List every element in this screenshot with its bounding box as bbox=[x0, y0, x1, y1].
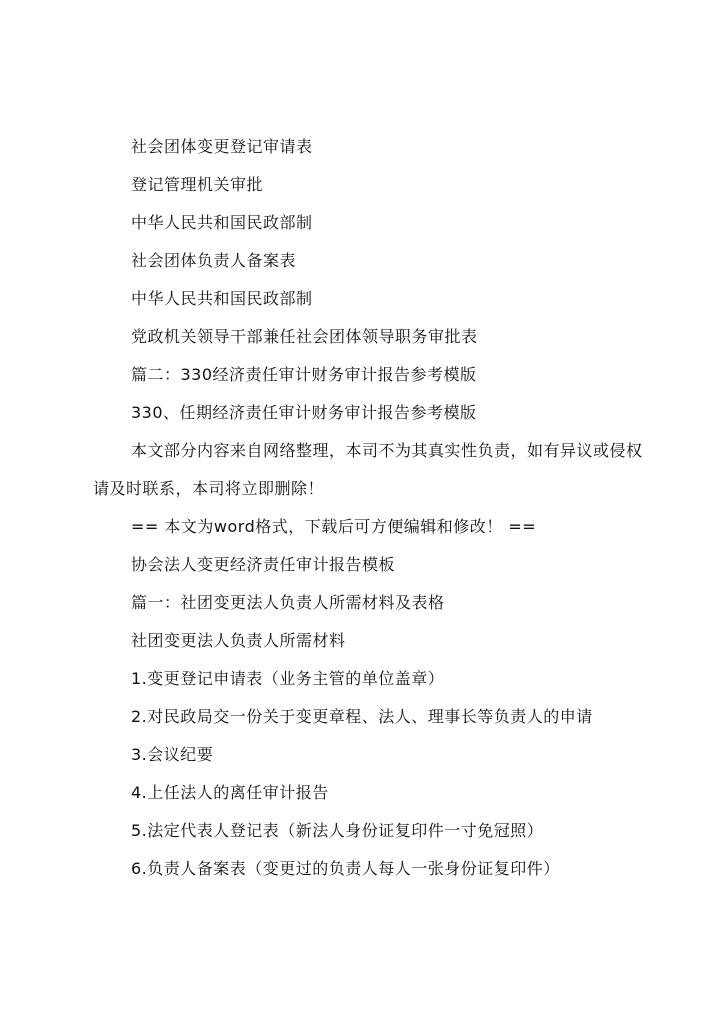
text-line: 社团变更法人负责人所需材料 bbox=[131, 631, 346, 650]
list-item: 6.负责人备案表（变更过的负责人每人一张身份证复印件） bbox=[131, 859, 560, 878]
list-item: 3.会议纪要 bbox=[131, 745, 214, 764]
document-body bbox=[93, 128, 653, 888]
list-item: 2.对民政局交一份关于变更章程、法人、理事长等负责人的申请 bbox=[131, 707, 593, 726]
list-item: 4.上任法人的离任审计报告 bbox=[131, 783, 329, 802]
format-notice: == 本文为word格式，下载后可方便编辑和修改！ == bbox=[131, 517, 537, 536]
text-line: 协会法人变更经济责任审计报告模板 bbox=[131, 555, 396, 574]
text-line: 中华人民共和国民政部制 bbox=[131, 289, 313, 308]
list-item: 1.变更登记申请表（业务主管的单位盖章） bbox=[131, 669, 445, 688]
text-line: 中华人民共和国民政部制 bbox=[131, 213, 313, 232]
text-line: 党政机关领导干部兼任社会团体领导职务审批表 bbox=[131, 327, 478, 346]
text-line: 社会团体负责人备案表 bbox=[131, 251, 297, 270]
section-subheading: 330、任期经济责任审计财务审计报告参考模版 bbox=[131, 403, 477, 422]
text-line: 登记管理机关审批 bbox=[131, 175, 264, 194]
list-item: 5.法定代表人登记表（新法人身份证复印件一寸免冠照） bbox=[131, 821, 544, 840]
section-heading: 篇二：330经济责任审计财务审计报告参考模版 bbox=[131, 365, 477, 384]
text-line: 社会团体变更登记审请表 bbox=[131, 137, 313, 156]
section-heading: 篇一：社团变更法人负责人所需材料及表格 bbox=[131, 593, 445, 612]
disclaimer-paragraph: 本文部分内容来自网络整理，本司不为其真实性负责，如有异议或侵权请及时联系，本司将立即删除！ bbox=[93, 441, 643, 498]
